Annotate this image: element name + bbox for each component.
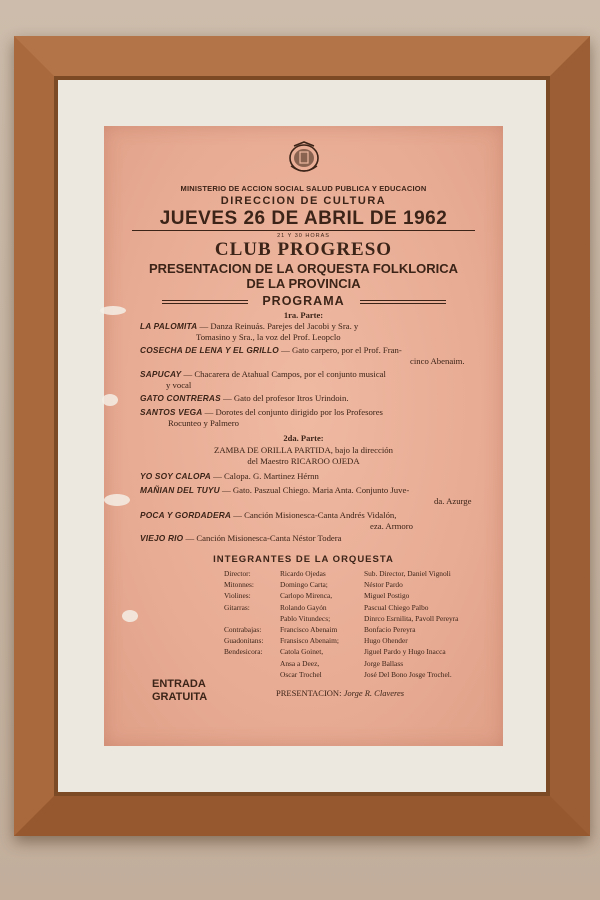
roster-name: Sub. Director, Daniel Vignoli bbox=[364, 569, 451, 578]
roster-row bbox=[224, 579, 504, 590]
program-item bbox=[140, 345, 480, 366]
paper-wear-spot bbox=[104, 494, 130, 506]
roster-row bbox=[224, 658, 504, 669]
roster-row bbox=[224, 635, 504, 646]
roster-name: Ansa a Deez, bbox=[280, 658, 320, 668]
concert-poster bbox=[104, 126, 503, 746]
roster-role: Contrabajas: bbox=[224, 624, 262, 634]
item-title: GATO CONTRERAS bbox=[140, 393, 221, 403]
item-title: VIEJO RIO bbox=[140, 533, 184, 543]
item-desc: — Calopa. G. Martinez Hérnn bbox=[213, 471, 319, 481]
roster-name: Néstor Pardo bbox=[364, 580, 403, 590]
program-item bbox=[140, 485, 480, 506]
roster-name: Bonfacio Pereyra bbox=[364, 624, 416, 634]
item-desc: — Canción Misionesca-Canta Andrés Vidalón, bbox=[233, 510, 397, 520]
roster-role: Bendesicora: bbox=[224, 647, 263, 657]
item-desc: — Danza Reinuás. Parejes del Jacobi y Sra. y bbox=[199, 321, 359, 331]
program-item bbox=[140, 510, 480, 531]
part1-heading: 1ra. Parte: bbox=[283, 310, 324, 320]
item-desc-cont: eza. Armoro bbox=[370, 520, 413, 531]
roster-name: Pablo Vitundecs; bbox=[280, 613, 331, 623]
entrada-line-2: GRATUITA bbox=[152, 691, 208, 703]
program-item bbox=[140, 533, 480, 544]
paper-wear-spot bbox=[102, 394, 118, 406]
item-desc: — Dorotes del conjunto dirigido por los Profesores bbox=[204, 407, 383, 417]
presenter-credit bbox=[276, 688, 404, 698]
roster-name: Francisco Abenaim bbox=[280, 624, 338, 634]
roster-role: Violines: bbox=[224, 591, 251, 601]
roster-row bbox=[224, 646, 504, 657]
roster-row bbox=[224, 624, 504, 635]
program-heading: PROGRAMA bbox=[262, 294, 345, 308]
part2-intro-line-2: del Maestro RICAROO OJEDA bbox=[247, 456, 360, 466]
roster-name: Carlopo Mirenca, bbox=[280, 591, 333, 601]
free-entry-label bbox=[152, 678, 207, 704]
roster-name: Ricardo Ojedas bbox=[280, 569, 326, 578]
item-desc: — Gato carpero, por el Prof. Fran- bbox=[281, 345, 402, 355]
paper-wear-spot bbox=[122, 610, 138, 622]
program-item bbox=[140, 369, 480, 390]
roster-name: Jorge Ballass bbox=[364, 658, 404, 668]
members-heading: INTEGRANTES DE LA ORQUESTA bbox=[213, 554, 394, 565]
roster-name: Miguel Postigo bbox=[364, 591, 410, 601]
program-item bbox=[140, 407, 480, 428]
roster-row bbox=[224, 568, 504, 579]
item-title: SAPUCAY bbox=[140, 369, 182, 379]
roster-name: Hugo Ohender bbox=[364, 636, 408, 646]
date-underline bbox=[132, 230, 475, 231]
roster-role: Director: bbox=[224, 569, 251, 578]
event-date: JUEVES 26 DE ABRIL DE 1962 bbox=[159, 208, 448, 229]
entrada-line-1: ENTRADA bbox=[152, 678, 206, 690]
item-desc: — Chacarera de Atahual Campos, por el conjunto musical bbox=[183, 369, 386, 379]
presenter-name: Jorge R. Claveres bbox=[343, 688, 405, 698]
roster-name: José Del Bono Josge Trochel. bbox=[364, 669, 452, 679]
roster-role: Mitonnes: bbox=[224, 580, 254, 590]
presentation-line-2: DE LA PROVINCIA bbox=[246, 276, 361, 291]
item-title: POCA Y GORDADERA bbox=[140, 510, 232, 520]
roster-name: Oscar Trochel bbox=[280, 669, 322, 679]
program-item bbox=[140, 321, 480, 342]
item-desc-cont: da. Azurge bbox=[434, 495, 472, 506]
item-title: YO SOY CALOPA bbox=[140, 471, 211, 481]
part2-heading: 2da. Parte: bbox=[283, 433, 324, 443]
part2-intro-line-1: ZAMBA DE ORILLA PARTIDA, bajo la dirección bbox=[214, 445, 393, 455]
roster-role: Guadonitans: bbox=[224, 636, 264, 646]
item-title: SANTOS VEGA bbox=[140, 407, 203, 417]
roster-row bbox=[224, 590, 504, 601]
item-desc-cont: Rocunteo y Palmero bbox=[168, 417, 239, 428]
roster-name: Rolando Gayón bbox=[280, 602, 327, 612]
roster-row bbox=[224, 613, 504, 624]
roster-role: Gitarras: bbox=[224, 602, 250, 612]
item-desc-cont: cinco Abenaim. bbox=[410, 355, 465, 366]
members-roster bbox=[224, 568, 504, 680]
item-title: LA PALOMITA bbox=[140, 321, 198, 331]
item-desc-cont: Tomasino y Sra., la voz del Prof. Leopclo bbox=[196, 331, 341, 342]
ministry-line: MINISTERIO DE ACCION SOCIAL SALUD PUBLICA Y EDUCACION bbox=[180, 184, 427, 193]
item-title: MAÑIAN DEL TUYU bbox=[140, 485, 220, 495]
item-desc: — Gato. Paszual Chiego. Maria Anta. Conjunto Juve- bbox=[222, 485, 410, 495]
presenter-label: PRESENTACION: bbox=[276, 688, 342, 698]
roster-name: Dinrco Esrnilita, Pavoll Pereyra bbox=[364, 613, 459, 623]
presentation-line-1: PRESENTACION DE LA ORQUESTA FOLKLORICA bbox=[148, 261, 459, 276]
venue-title: CLUB PROGRESO bbox=[214, 239, 393, 260]
item-title: COSECHA DE LENA Y EL GRILLO bbox=[140, 345, 279, 355]
roster-name: Domingo Carta; bbox=[280, 580, 328, 590]
event-time: 21 Y 30 HORAS bbox=[277, 233, 330, 239]
roster-name: Catola Goinet, bbox=[280, 647, 324, 657]
roster-name: Fransisco Abenaim; bbox=[280, 636, 339, 646]
roster-row bbox=[224, 669, 504, 680]
roster-name: Pascual Chiego Palbo bbox=[364, 602, 429, 612]
program-item bbox=[140, 471, 480, 482]
program-item bbox=[140, 393, 480, 404]
roster-row bbox=[224, 602, 504, 613]
coat-of-arms-icon bbox=[286, 140, 322, 174]
direction-line: DIRECCION DE CULTURA bbox=[220, 195, 387, 207]
item-desc-cont: y vocal bbox=[166, 379, 192, 390]
roster-name: Jiguel Pardo y Hugo Inacca bbox=[364, 647, 446, 657]
item-desc: — Gato del profesor Itros Urindoin. bbox=[223, 393, 349, 403]
item-desc: — Canción Misionesca-Canta Néstor Todera bbox=[185, 533, 342, 543]
